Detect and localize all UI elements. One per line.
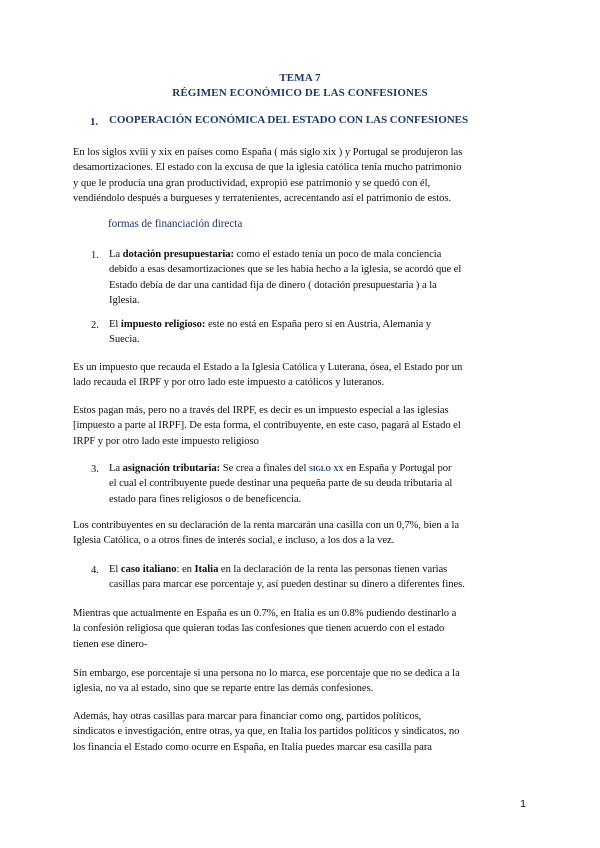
intro-line: En los siglos xviii y xix en países como España ( más siglo xix ) y Portugal se produjeron las <box>73 147 463 158</box>
intro-paragraph <box>73 145 462 207</box>
subheading: formas de financiación directa <box>108 218 243 230</box>
paragraph <box>73 518 459 549</box>
paragraph-line: Además, hay otras casillas para marcar para financiar como ong, partidos políticos, <box>73 711 422 722</box>
item-text: en España y Portugal por <box>343 463 452 474</box>
paragraph-line: Los contribuyentes en su declaración de la renta marcarán una casilla con un 0,7%, bien a la <box>73 520 460 531</box>
item-term: impuesto religioso: <box>120 319 206 330</box>
paragraph <box>73 360 462 391</box>
item-prefix: La <box>109 249 123 260</box>
paragraph-line: lado recauda el IRPF y por otro lado este impuesto a católicos y luteranos. <box>73 377 385 389</box>
paragraph-line: Estos pagan más, pero no a través del IRPF, es decir es un impuesto especial a las iglesias <box>73 405 449 416</box>
item-line: Iglesia. <box>109 295 140 307</box>
intro-line: desamortizaciones. El estado con la excusa de que la iglesia católica tenía mucho patrimonio <box>73 162 462 174</box>
highlight-term: siglo xx <box>309 463 344 474</box>
item-text: en la declaración de la renta las personas tienen varias <box>218 564 448 575</box>
paragraph <box>73 403 461 449</box>
paragraph-line: los financia el Estado como ocurre en España, en Italia puedes marcar esa casilla para <box>73 741 432 753</box>
list-number: 3. <box>91 464 99 475</box>
item-line: estado para fines religiosos o de beneficencia. <box>109 493 302 505</box>
item-term: asignación tributaria: <box>122 463 221 474</box>
section-number: 1. <box>90 116 99 128</box>
paragraph <box>73 666 460 697</box>
paragraph-line: IRPF y por otro lado este impuesto religioso <box>73 435 259 447</box>
item-text: como el estado tenía un poco de mala conciencia <box>234 249 442 260</box>
paragraph-line: Mientras que actualmente en España es un 0.7%, en Italia es un 0.8% pudiendo destinarlo a <box>73 608 457 619</box>
item-term: dotación presupuestaria: <box>122 249 234 260</box>
item-prefix: El <box>109 319 121 330</box>
paragraph-line: tienen ese dinero- <box>73 638 148 650</box>
paragraph-line: Es un impuesto que recauda el Estado a la Iglesia Católica y Luterana, ósea, el Estado por un <box>73 362 463 373</box>
paragraph <box>73 709 459 755</box>
paragraph <box>73 606 456 652</box>
item-line: Estado debía de dar una cantidad fija de dinero ( dotación presupuestaria ) a la <box>109 279 437 291</box>
item-text: : en <box>176 564 195 575</box>
paragraph-line: [impuesto a parte al IRPF]. De esta forma, el contribuyente, en este caso, pagará al Estado el <box>73 420 461 432</box>
item-line: debido a esas desamortizaciones que se les había hecho a la iglesia, se acordó que el <box>109 264 462 276</box>
list-item-italia <box>109 562 465 593</box>
paragraph-line: Iglesia Católica, o a otros fines de interés social, e incluso, a los dos a la vez. <box>73 535 395 547</box>
paragraph-line: sindicatos e investigación, entre otras, ya que, en Italia los partidos políticos y sindicatos, no <box>73 726 460 738</box>
tema-label: TEMA 7 <box>279 72 321 84</box>
paragraph-line: la confesión religiosa que quieran todas las confesiones que tienen acuerdo con el estado <box>73 623 445 635</box>
section-heading: COOPERACIÓN ECONÓMICA DEL ESTADO CON LAS CONFESIONES <box>109 114 469 126</box>
item-prefix: El <box>109 564 121 575</box>
item-line: Suecia. <box>109 334 140 346</box>
page-number: 1 <box>520 798 526 810</box>
item-text: Se crea a finales del <box>220 463 310 474</box>
item-text: este no está en España pero sí en Austria, Alemania y <box>205 319 431 330</box>
item-line: el cual el contribuyente puede destinar una pequeña parte de su deuda tributaria al <box>109 478 453 490</box>
list-item-asignacion <box>109 461 452 507</box>
item-term: caso italiano <box>120 564 177 575</box>
list-number: 1. <box>91 250 99 261</box>
list-number: 2. <box>91 320 99 331</box>
intro-line: y que le producía una gran productividad, expropió ese patrimonio y se quedó con él, <box>73 177 431 189</box>
item-prefix: La <box>109 463 123 474</box>
item-line: casillas para marcar ese porcentaje y, así pueden destinar su dinero a diferentes fines. <box>109 579 465 591</box>
paragraph-line: Sin embargo, ese porcentaje si una persona no lo marca, ese porcentaje que no se dedica a la <box>73 668 460 679</box>
document-title: RÉGIMEN ECONÓMICO DE LAS CONFESIONES <box>172 87 428 99</box>
paragraph-line: iglesia, no va al estado, sino que se reparte entre las demás confesiones. <box>73 683 374 695</box>
list-item-impuesto <box>109 317 431 348</box>
list-item-dotacion <box>109 247 461 309</box>
list-number: 4. <box>91 565 99 576</box>
intro-line: vendiéndolo después a burgueses y terratenientes, acrecentando así el patrimonio de estos. <box>73 193 452 205</box>
item-term: Italia <box>194 564 219 575</box>
